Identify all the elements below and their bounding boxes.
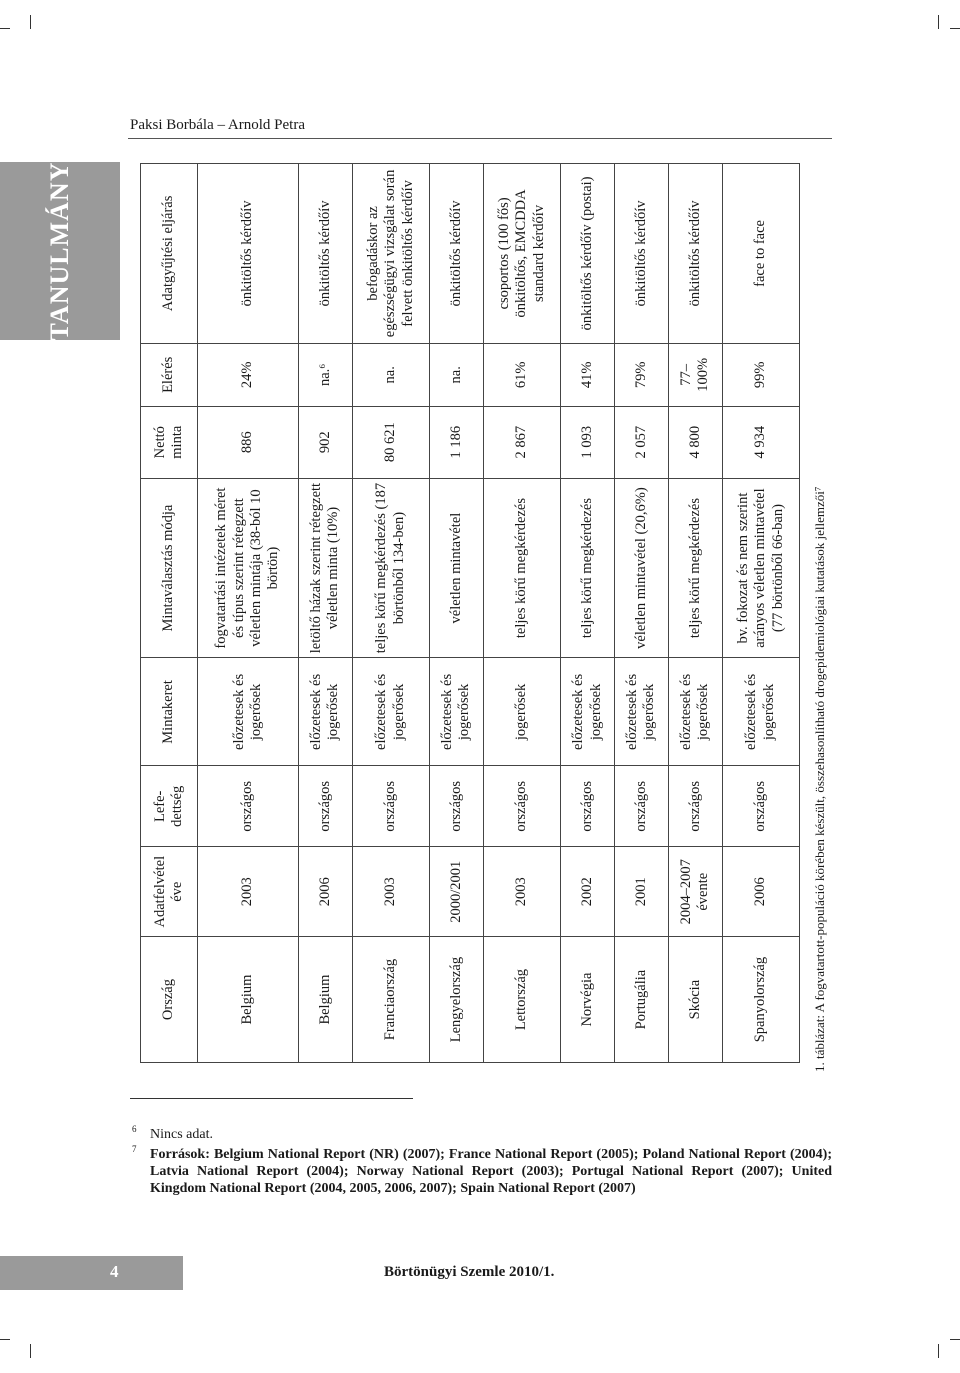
table-cell: országos: [352, 766, 429, 847]
footnote-rule: [130, 1098, 413, 1099]
running-header: Paksi Borbála – Arnold Petra: [130, 117, 305, 133]
table-cell: előzetesek és jogerősek: [722, 658, 799, 766]
table-cell: önkitöltős kérdőív: [668, 164, 722, 344]
table-cell: 99%: [722, 343, 799, 406]
table-cell: face to face: [722, 164, 799, 344]
table-cell: előzetesek és jogerősek: [352, 658, 429, 766]
crop-mark: [0, 1339, 10, 1340]
table-cell: országos: [614, 766, 668, 847]
table-cell: 902: [298, 406, 352, 478]
crop-mark: [950, 28, 960, 29]
table-cell: országos: [430, 766, 484, 847]
table-cell: 2003: [483, 847, 560, 937]
table-cell: bv. fokozat és nem szerint arányos véletlen mintavétel (77 börtönből 66-ban): [722, 478, 799, 658]
table-cell: teljes körű megkérdezés: [668, 478, 722, 658]
table-cell: véletlen mintavétel (20,6%): [614, 478, 668, 658]
table-cell: Belgium: [198, 937, 299, 1063]
table-cell: 41%: [561, 343, 615, 406]
table-row: [483, 164, 560, 1063]
table-container: [140, 163, 800, 1063]
footnote-marker: 7: [132, 1144, 137, 1154]
table-cell: önkitöltős kérdőív (postai): [561, 164, 615, 344]
header-cell: Nettó minta: [141, 406, 198, 478]
table-cell: 2000/2001: [430, 847, 484, 937]
table-cell: 2 057: [614, 406, 668, 478]
crop-mark: [30, 1344, 31, 1358]
table-cell: véletlen mintavétel: [430, 478, 484, 658]
table-cell: 1 186: [430, 406, 484, 478]
table-row: [668, 164, 722, 1063]
footnote-6: [132, 1124, 213, 1143]
table-row: [352, 164, 429, 1063]
table-row: [430, 164, 484, 1063]
footnote-marker: 6: [132, 1124, 137, 1134]
table-caption: 1. táblázat: A fogvatartott-populáció körében készült, összehasonlítható drogepidemiológiai kutatások jellemzői⁷: [812, 486, 827, 1072]
table-cell: letöltő házak szerint rétegzett véletlen minta (10%): [298, 478, 352, 658]
table-cell: 2006: [298, 847, 352, 937]
table-cell: 886: [198, 406, 299, 478]
table-cell: előzetesek és jogerősek: [198, 658, 299, 766]
table-cell: 4 800: [668, 406, 722, 478]
table-cell: jogerősek: [483, 658, 560, 766]
table-row: [198, 164, 299, 1063]
table-cell: 24%: [198, 343, 299, 406]
header-cell: Ország: [141, 937, 198, 1063]
footer-bar: [0, 1256, 183, 1290]
table-cell: 2004–2007 évente: [668, 847, 722, 937]
table-cell: teljes körű megkérdezés: [561, 478, 615, 658]
crop-mark: [938, 1344, 939, 1358]
table-cell: országos: [483, 766, 560, 847]
crop-mark: [30, 15, 31, 29]
table-cell: előzetesek és jogerősek: [561, 658, 615, 766]
section-tab-label: TANULMÁNY: [45, 161, 74, 341]
journal-title: Börtönügyi Szemle 2010/1.: [384, 1264, 555, 1280]
table-cell: 2001: [614, 847, 668, 937]
table-cell: Portugália: [614, 937, 668, 1063]
table-cell: 1 093: [561, 406, 615, 478]
table-cell: előzetesek és jogerősek: [614, 658, 668, 766]
table-cell: Norvégia: [561, 937, 615, 1063]
header-cell: Adatgyűjtési eljárás: [141, 164, 198, 344]
footnote-7: [132, 1141, 832, 1197]
table-cell: 2003: [198, 847, 299, 937]
table-cell: 80 621: [352, 406, 429, 478]
table-cell: önkitöltős kérdőív: [614, 164, 668, 344]
table-cell: 2006: [722, 847, 799, 937]
survey-table: [140, 163, 800, 1063]
table-cell: 2003: [352, 847, 429, 937]
table-cell: Lengyelország: [430, 937, 484, 1063]
table-cell: Skócia: [668, 937, 722, 1063]
header-cell: Adatfelvétel éve: [141, 847, 198, 937]
table-cell: országos: [198, 766, 299, 847]
table-cell: na.: [352, 343, 429, 406]
header-rule: [128, 138, 832, 139]
table-cell: 79%: [614, 343, 668, 406]
table-row: [561, 164, 615, 1063]
table-cell: na.: [430, 343, 484, 406]
table-cell: 61%: [483, 343, 560, 406]
table-cell: Lettország: [483, 937, 560, 1063]
table-cell: csoportos (100 fős) önkitöltős, EMCDDA standard kérdőív: [483, 164, 560, 344]
crop-mark: [0, 28, 10, 29]
table-cell: 77–100%: [668, 343, 722, 406]
crop-mark: [950, 1339, 960, 1340]
table-cell: befogadáskor az egészségügyi vizsgálat során felvett önkitöltős kérdőív: [352, 164, 429, 344]
table-cell: Franciaország: [352, 937, 429, 1063]
table-cell: önkitöltős kérdőív: [298, 164, 352, 344]
header-cell: Lefe-dettség: [141, 766, 198, 847]
table-cell: teljes körű megkérdezés: [483, 478, 560, 658]
table-cell: teljes körű megkérdezés (187 börtönből 134-ben): [352, 478, 429, 658]
table-cell: 2002: [561, 847, 615, 937]
page-number: 4: [110, 1262, 119, 1281]
header-cell: Elérés: [141, 343, 198, 406]
table-cell: Belgium: [298, 937, 352, 1063]
header-cell: Mintakeret: [141, 658, 198, 766]
footnote-text: Nincs adat.: [150, 1126, 213, 1142]
table-row: [614, 164, 668, 1063]
table-cell: országos: [722, 766, 799, 847]
table-body: [198, 164, 800, 1063]
table-cell: 4 934: [722, 406, 799, 478]
table-cell: önkitöltős kérdőív: [198, 164, 299, 344]
header-cell: Mintaválasztás módja: [141, 478, 198, 658]
table-cell: országos: [668, 766, 722, 847]
table-cell: Spanyolország: [722, 937, 799, 1063]
crop-mark: [938, 15, 939, 29]
table-row: [298, 164, 352, 1063]
table-cell: na.⁶: [298, 343, 352, 406]
table-cell: előzetesek és jogerősek: [298, 658, 352, 766]
footnote-text: Források: Belgium National Report (NR) (2007); France National Report (2005); Poland National Report (2004); Latvia National Report (2004); Norway National Report (2003); Portugal National Report (2007); United Kingdom National Report (2004, 2005, 2006, 2007); Spain National Report (2007): [150, 1146, 832, 1196]
table-header-row: [141, 164, 198, 1063]
table-cell: előzetesek és jogerősek: [668, 658, 722, 766]
table-cell: fogvatartási intézetek méret és típus szerint rétegzett véletlen mintája (38-ból 10 börtön): [198, 478, 299, 658]
table-cell: előzetesek és jogerősek: [430, 658, 484, 766]
table-cell: 2 867: [483, 406, 560, 478]
table-row: [722, 164, 799, 1063]
table-cell: országos: [561, 766, 615, 847]
table-cell: országos: [298, 766, 352, 847]
table-cell: önkitöltős kérdőív: [430, 164, 484, 344]
